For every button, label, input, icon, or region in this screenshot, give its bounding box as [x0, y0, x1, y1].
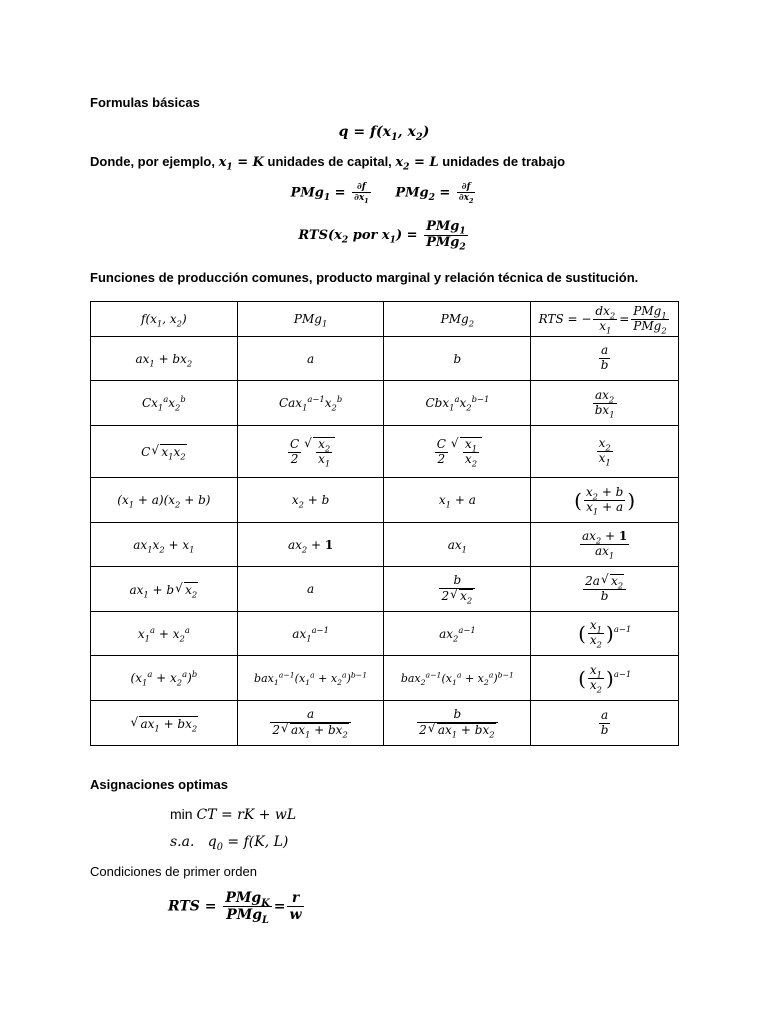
equation-first-order: RTS = $\frac{PMg_K}{PMg_L}$ = $\frac{r}{w}$	[168, 890, 302, 926]
header-rts: RTS = − $\frac{dx_2}{x_1}$ = $\frac{PMg_1}{PMg_2}$	[531, 302, 679, 337]
table-header-row	[91, 302, 679, 337]
table-row: $Cx_1^ax_2^b$ $Cax_1^{a-1}x_2^b$ $Cbx_1^ax_2^{b-1}$ $\frac{ax_2}{bx_1}$	[91, 381, 679, 426]
header-pmg1: PMg$_1$	[237, 302, 384, 337]
table-row: $ax_1 + bx_2$ a b $\frac{a}{b}$	[91, 337, 679, 381]
header-pmg2: PMg$_2$	[384, 302, 531, 337]
table-row: C√ $x_1x_2$ $\frac{C}{2}$ √ $\frac{x_2}{x_1}$ $\frac{C}{2}$ √ $\frac{x_1}{x_2}$ $\frac{x_2}{x_1}$	[91, 426, 679, 478]
definition-x2: $x_2 = L$	[395, 155, 439, 173]
header-function: $f(x_1$, $x_2$)	[91, 302, 238, 337]
heading-funciones: Funciones de producción comunes, producto marginal y relación técnica de sustitución.	[90, 270, 639, 285]
production-functions-table	[90, 301, 679, 746]
definition-line	[90, 154, 566, 173]
definition-prefix: Donde, por ejemplo,	[90, 154, 219, 169]
equation-min-cost: min CT = rK + wL	[170, 806, 297, 823]
equation-constraint: s.a. $q_0 = f(K$, L)	[170, 834, 289, 853]
heading-asignaciones: Asignaciones optimas	[90, 777, 228, 792]
table-row: $(x_1^a + x_2^a)^b$ $bax_1^{a-1}(x_1^a + x_2^a)^{b-1}$ $bax_2^{a-1}(x_1^a + x_2^a)^{b-1}$ ( $\frac{x_1}{x_2}$ )$^{a-1}$	[91, 656, 679, 701]
table-row: $(x_1 + a)(x_2 + b)$ $x_2 + b$ $x_1 + a$ ( $\frac{x_2 + b}{x_1 + a}$ )	[91, 478, 679, 523]
equation-rts: $RTS(x_2$ por $x_1$) = $\frac{PMg_1}{PMg_2}$	[298, 219, 466, 253]
heading-formulas: Formulas básicas	[90, 95, 200, 110]
equation-production-function: $q = f(x_1$, $x_2$)	[338, 124, 430, 143]
table-row: √ $ax_1 + bx_2$ $\frac{a}{2√ ax_1 + bx_2}$ $\frac{b}{2√ ax_1 + bx_2}$ $\frac{a}{b}$	[91, 701, 679, 746]
definition-capital: unidades de capital,	[263, 154, 396, 169]
definition-labor: unidades de trabajo	[438, 154, 566, 169]
equation-marginal-products: PMg$_1$ = $\frac{\partial f}{\partial x_1}$ PMg$_2$ = $\frac{\partial f}{\partial x_2}$	[290, 182, 474, 206]
table-row: $x_1^a + x_2^a$ $ax_1^{a-1}$ $ax_2^{a-1}$ ( $\frac{x_1}{x_2}$ )$^{a-1}$	[91, 612, 679, 656]
definition-x1: $x_1 = K$	[218, 155, 264, 173]
heading-condiciones: Condiciones de primer orden	[90, 864, 257, 879]
table-row: $ax_1 + b√$ $x_2$ a $\frac{b}{2√ x_2}$ $\frac{2a√ x_2}{b}$	[91, 567, 679, 612]
table-row: $ax_1x_2 + x_1$ $ax_2 + 1$ $ax_1$ $\frac{ax_2 + 1}{ax_1}$	[91, 523, 679, 567]
